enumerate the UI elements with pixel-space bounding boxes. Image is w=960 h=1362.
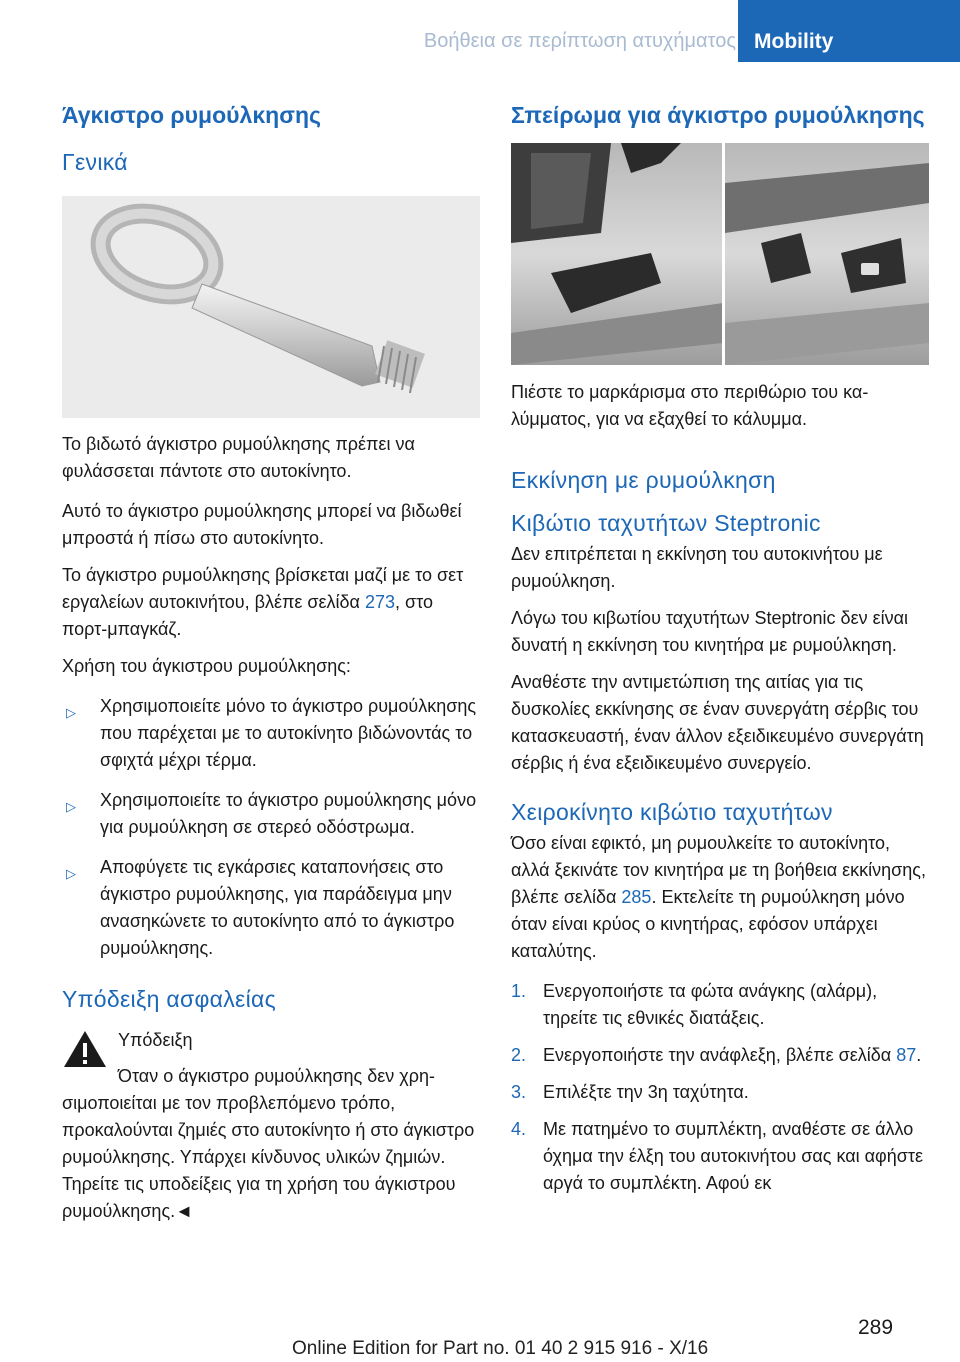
triangle-bullet-icon: ▷ [66, 705, 76, 720]
page-link-273[interactable]: 273 [364, 592, 396, 612]
list-item: ▷ Αποφύγετε τις εγκάρσιες καταπονήσεις στο άγκιστρο ρυμούλκησης, για παράδειγμα μην ανασηκώνετε το αυτοκίνητο από το άγκιστρο ρυμούλκησης. [66, 857, 455, 958]
page-link-285[interactable]: 285 [621, 887, 652, 907]
list-item: ▷ Χρησιμοποιείτε το άγκιστρο ρυμούλκησης μόνο για ρυμούλκηση σε στερεό οδόστρωμα. [66, 790, 477, 837]
subheading-safety-note: Υπόδειξη ασφαλείας [62, 986, 276, 1012]
paragraph: Αναθέστε την αντιμετώπιση της αιτίας για τις δυσκολίες εκκίνησης σε έναν συνεργάτη σέρβις του κατασκευαστή, έναν άλλον εξειδικευμένο συνεργάτη σέρβις ή ένα εξειδικευμένο συνεργείο. [511, 672, 924, 773]
paragraph: Το βιδωτό άγκιστρο ρυμούλκησης πρέπει να φυλάσσεται πάντοτε στο αυτοκίνητο. [62, 434, 415, 481]
bumper-image [511, 143, 929, 365]
paragraph: Πιέστε το μαρκάρισμα στο περιθώριο του καλύμματος, για να εξαχθεί το κάλυμμα. [511, 382, 869, 429]
page-link-87[interactable]: 87 [896, 1045, 917, 1065]
paragraph: Λόγω του κιβωτίου ταχυτήτων Steptronic δεν είναι δυνατή η εκκίνηση του κινητήρα με ρυμούλκηση. [511, 608, 909, 655]
usage-bullet-list [62, 693, 480, 962]
paragraph: Δεν επιτρέπεται η εκκίνηση του αυτοκινήτου με ρυμούλκηση. [511, 544, 883, 591]
paragraph: Αυτό το άγκιστρο ρυμούλκησης μπορεί να βιδωθεί μπροστά ή πίσω στο αυτοκίνητο. [62, 501, 462, 548]
page-number: 289 [858, 1316, 894, 1339]
list-item: 2. Ενεργοποιήστε την ανάφλεξη, βλέπε σελίδα 87. [511, 1045, 922, 1065]
breadcrumb[interactable]: Βοήθεια σε περίπτωση ατυχήματος [423, 30, 736, 52]
paragraph [62, 562, 480, 643]
list-item: ▷ Χρησιμοποιείτε μόνο το άγκιστρο ρυμούλκησης που παρέχεται με το αυτοκίνητο βιδώνοντάς το σφιχτά μέχρι τέρμα. [66, 696, 477, 770]
warning-text: Όταν ο άγκιστρο ρυμούλκησης δεν χρησιμοποιείται με τον προβλεπόμενο τρόπο, προκαλούνται ζημιές στο αυτοκίνητο ή στο άγκιστρο ρυμούλκησης. Υπάρχει κίνδυνος υλικών ζημιών. Τηρείτε τις υποδείξεις για τη χρήση του άγκιστρου ρυμούλκησης.◄ [62, 1066, 475, 1221]
page-header [0, 0, 960, 62]
steps-list [511, 978, 929, 1197]
right-column [511, 100, 929, 1197]
tow-hook-illustration [62, 196, 480, 418]
subheading-manual-gearbox: Χειροκίνητο κιβώτιο ταχυτήτων [511, 799, 833, 825]
tow-hook-image [62, 196, 480, 418]
warning-triangle-icon [62, 1029, 108, 1069]
list-item: 3. Επιλέξτε την 3η ταχύτητα. [511, 1082, 749, 1102]
section-title-thread: Σπείρωμα για άγκιστρο ρυμούλκησης [511, 102, 925, 128]
left-column [62, 100, 480, 1225]
section-title-tow-hook: Άγκιστρο ρυμούλκησης [62, 102, 321, 128]
edition-note: Online Edition for Part no. 01 40 2 915 916 - X/16 [292, 1338, 709, 1359]
bumper-cover-photo [511, 143, 929, 365]
subheading-general: Γενικά [62, 149, 128, 175]
triangle-bullet-icon: ▷ [66, 799, 76, 814]
list-item: 1. Ενεργοποιήστε τα φώτα ανάγκης (αλάρμ), τηρείτε τις εθνικές διατάξεις. [511, 981, 878, 1028]
warning-box [62, 1027, 480, 1225]
list-item: 4. Με πατημένο το συμπλέκτη, αναθέστε σε άλλο όχημα την έλξη του αυτοκινήτου σας και αφήστε αργά το συμπλέκτη. Αφού εκ [511, 1119, 923, 1193]
triangle-bullet-icon: ▷ [66, 866, 76, 881]
paragraph: Χρήση του άγκιστρου ρυμούλκησης: [62, 656, 351, 676]
paragraph: Όσο είναι εφικτό, μη ρυμουλκείτε το αυτοκίνητο, αλλά ξεκινάτε τον κινητήρα με τη βοήθεια εκκίνησης, βλέπε σελίδα 285. Εκτελείτε τη ρυμούλκηση μόνο όταν είναι κρύος ο κινητήρας, εφόσον υπάρχει καταλύτης. [511, 833, 926, 961]
warning-label: Υπόδειξη [118, 1030, 193, 1050]
subheading-steptronic: Κιβώτιο ταχυτήτων Steptronic [511, 510, 821, 536]
text: , στο πορτ-μπαγκάζ. [62, 592, 433, 639]
section-tab-mobility[interactable]: Mobility [738, 0, 960, 62]
subheading-tow-start: Εκκίνηση με ρυμούλκηση [511, 467, 776, 493]
text: Το άγκιστρο ρυμούλκησης βρίσκεται μαζί με το σετ εργαλείων αυτοκινήτου, βλέπε σελίδα [62, 565, 464, 612]
